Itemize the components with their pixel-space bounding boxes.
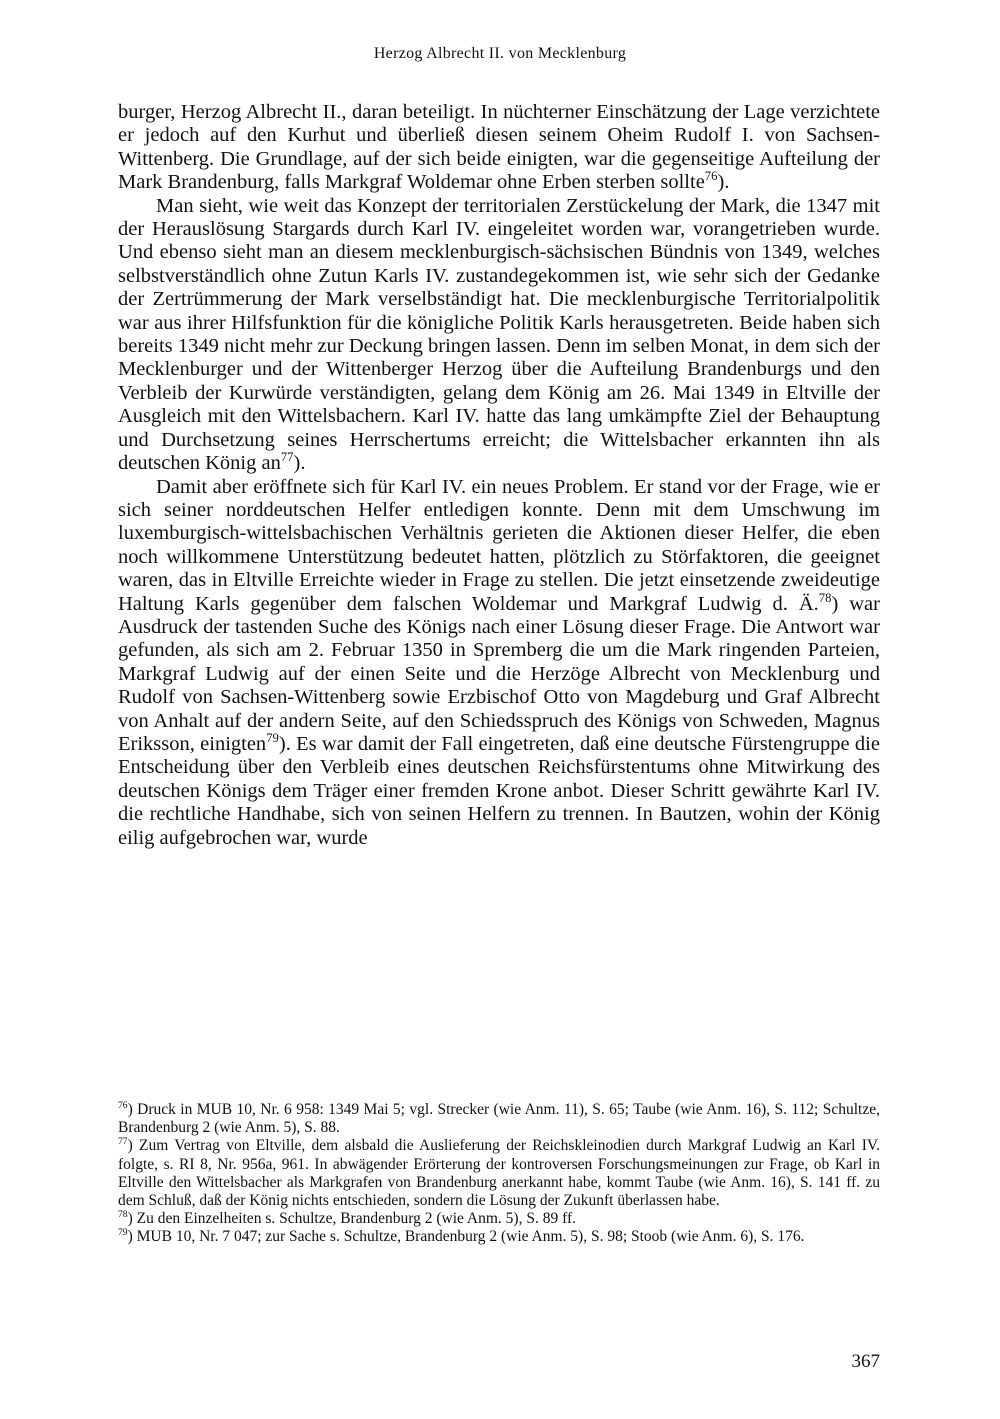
footnote-number: 77 bbox=[118, 1136, 128, 1148]
footnote-79 bbox=[118, 1228, 880, 1246]
page-number: 367 bbox=[851, 1351, 880, 1372]
footnote-77 bbox=[118, 1137, 880, 1210]
paragraph-3-text-c: ). Es war damit der Fall eingetreten, daß eine deutsche Fürstengruppe die Entscheidung über den Verbleib eines deutschen Reichsfürstentums ohne Mitwirkung des deutschen Königs dem Träger einer fremden Krone anbot. Dieser Schritt gewährte Karl IV. die rechtliche Handhabe, sich von seinen Helfern zu trennen. In Bautzen, wohin der König eilig aufgebrochen war, wurde bbox=[118, 732, 880, 849]
footnote-ref-77[interactable]: 77 bbox=[280, 450, 294, 465]
footnote-ref-79[interactable]: 79 bbox=[266, 731, 279, 746]
paragraph-3-text-b: ) war Ausdruck der tastenden Suche des Königs nach einer Lösung dieser Frage. Die Antwort war gefunden, als sich am 2. Februar 1350 in Spremberg die um die Mark ringenden Parteien, Markgraf Ludwig auf der einen Seite und die Herzöge Albrecht von Mecklenburg und Rudolf von Sachsen-Wittenberg sowie Erzbischof Otto von Magdeburg und Graf Albrecht von Anhalt auf der andern Seite, auf den Schiedsspruch des Königs von Schweden, Magnus Eriksson, einigten bbox=[118, 592, 880, 755]
footnote-ref-76[interactable]: 76 bbox=[704, 169, 718, 184]
footnote-number: 76 bbox=[118, 1100, 128, 1112]
footnote-ref-78[interactable]: 78 bbox=[818, 590, 832, 605]
footnotes bbox=[118, 1101, 880, 1247]
paragraph-2-tail: ). bbox=[293, 452, 306, 475]
paragraph-1-text: burger, Herzog Albrecht II., daran beteiligt. In nüchterner Einschätzung der Lage verzichtete er jedoch auf den Kurhut und überließ diesen seinem Oheim Rudolf I. von Sachsen-Wittenberg. Die Grundlage, auf der sich beide einigten, war die gegenseitige Aufteilung der Mark Brandenburg, falls Markgraf Woldemar ohne Erben sterben sollte bbox=[118, 101, 880, 194]
footnote-78 bbox=[118, 1210, 880, 1228]
footnote-text: ) Druck in MUB 10, Nr. 6 958: 1349 Mai 5; vgl. Strecker (wie Anm. 11), S. 65; Taube (wie Anm. 16), S. 112; Schultze, Brandenburg 2 (wie Anm. 5), S. 88. bbox=[118, 1101, 880, 1137]
footnote-number: 78 bbox=[118, 1209, 128, 1221]
running-header: Herzog Albrecht II. von Mecklenburg bbox=[373, 45, 627, 62]
paragraph-2 bbox=[118, 195, 880, 476]
paragraph-3-text-a: Damit aber eröffnete sich für Karl IV. ein neues Problem. Er stand vor der Frage, wie er sich seiner norddeutschen Helfer entledigen konnte. Denn mit dem Umschwung im luxemburgisch-wittelsbachischen Verhältnis gerieten die Aktionen dieser Helfer, die eben noch willkommene Unterstützung bedeutet hatten, plötzlich zu Störfaktoren, die geeignet waren, das in Eltville Erreichte wieder in Frage zu stellen. Die jetzt einsetzende zweideutige Haltung Karls gegenüber dem falschen Woldemar und Markgraf Ludwig d. Ä. bbox=[118, 475, 880, 615]
paragraph-1 bbox=[118, 101, 880, 195]
paragraph-3 bbox=[118, 476, 880, 851]
footnote-text: ) Zum Vertrag von Eltville, dem alsbald die Auslieferung der Reichskleinodien durch Markgraf Ludwig an Karl IV. folgte, s. RI 8, Nr. 956a, 961. In abwägender Erörterung der kontroversen Forschungsmeinungen zur Frage, ob Karl in Eltville den Wittelsbacher als Markgrafen von Brandenburg anerkannt habe, kommt Taube (wie Anm. 16), S. 141 ff. zu dem Schluß, daß der König nichts entschieden, sondern die Lösung der Zukunft überlassen habe. bbox=[118, 1137, 880, 1210]
paragraph-1-tail: ). bbox=[717, 171, 730, 194]
paragraph-2-text: Man sieht, wie weit das Konzept der territorialen Zerstückelung der Mark, die 1347 mit der Herauslösung Stargards durch Karl IV. eingeleitet worden war, vorangetrieben wurde. Und ebenso sieht man an diesem mecklenburgisch-sächsischen Bündnis von 1349, welches selbstverständlich ohne Zutun Karls IV. zustandegekommen ist, wie sehr sich der Gedanke der Zertrümmerung der Mark verselbständigt hat. Die mecklenburgische Territorialpolitik war aus ihrer Hilfsfunktion für die königliche Politik Karls herausgetreten. Beide haben sich bereits 1349 nicht mehr zur Deckung bringen lassen. Denn im selben Monat, in dem sich der Mecklenburger und der Wittenberger Herzog über die Aufteilung Brandenburgs und den Verbleib der Kurwürde verständigten, gelang dem König am 26. Mai 1349 in Eltville der Ausgleich mit den Wittelsbachern. Karl IV. hatte das lang umkämpfte Ziel der Behauptung und Durchsetzung seines Herrschertums erreicht; die Wittelsbacher erkannten ihn als deutschen König an bbox=[118, 194, 880, 475]
footnote-text: ) Zu den Einzelheiten s. Schultze, Brandenburg 2 (wie Anm. 5), S. 89 ff. bbox=[127, 1210, 576, 1228]
footnote-number: 79 bbox=[118, 1227, 128, 1239]
footnote-76 bbox=[118, 1101, 880, 1137]
body-text bbox=[118, 101, 880, 850]
footnote-text: ) MUB 10, Nr. 7 047; zur Sache s. Schultze, Brandenburg 2 (wie Anm. 5), S. 98; Stoob (wie Anm. 6), S. 176. bbox=[127, 1228, 805, 1246]
